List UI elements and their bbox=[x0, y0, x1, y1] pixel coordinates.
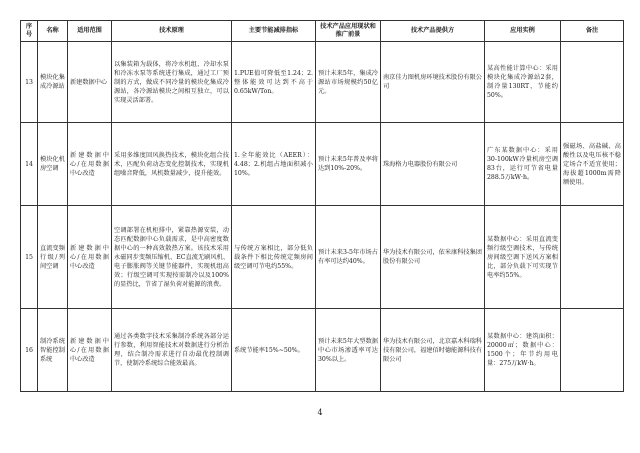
cell-name: 直流变频行级/列间空调 bbox=[38, 206, 68, 309]
table-header-row bbox=[21, 21, 624, 42]
cell-principle: 空调部署在机柜排中，紧靠热源安装，动态匹配数据中心负载需求，是中高密度数据中心的一种高效散热方案。该技术采用永磁同步变频压缩机、EC直流无刷风机、电子膨胀阀等关键节能器件，实现机组高效；行级空调可实现按需制冷以及100%的显热比，节省了湿负荷对能源的浪费。 bbox=[112, 206, 232, 309]
header-provider: 技术产品提供方 bbox=[381, 21, 485, 42]
cell-note bbox=[561, 309, 624, 392]
cell-indicator: 1.全年能效比（AEER）：4.48；2.机组占地面积减小10%。 bbox=[232, 123, 316, 206]
cell-scope: 新建数据中心 bbox=[68, 42, 112, 123]
cell-name: 模块化机房空调 bbox=[38, 123, 68, 206]
cell-provider: 珠海格力电器股份有限公司 bbox=[381, 123, 485, 206]
cell-name: 制冷系统智能控制系统 bbox=[38, 309, 68, 392]
table-row bbox=[21, 42, 624, 123]
page-number: 4 bbox=[317, 408, 323, 417]
cell-provider: 南京佳力图机房环境技术股份有限公司 bbox=[381, 42, 485, 123]
table-row bbox=[21, 309, 624, 392]
cell-scope: 新建数据中心/在用数据中心改造 bbox=[68, 309, 112, 392]
header-scope: 适用范围 bbox=[68, 21, 112, 42]
cell-name: 模块化集成冷源站 bbox=[38, 42, 68, 123]
cell-note bbox=[561, 42, 624, 123]
header-principle: 技术原理 bbox=[112, 21, 232, 42]
cell-no: 16 bbox=[21, 309, 38, 392]
cell-scope: 新建数据中心/在用数据中心改造 bbox=[68, 206, 112, 309]
table-row bbox=[21, 123, 624, 206]
cell-principle: 以集装箱为载体，将冷水机组、冷却水泵和冷冻水泵等系统进行集成，通过工厂预制的方式，做成不同冷量的模块化集成冷源站，各冷源站模块之间相互独立，可以实现灵活部署。 bbox=[112, 42, 232, 123]
header-status: 技术产品应用现状和推广前景 bbox=[316, 21, 381, 42]
cell-example: 某高性能计算中心：采用模块化集成冷源站2套，制冷量130RT，节能约50%。 bbox=[485, 42, 561, 123]
cell-status: 预计未来5年普及率将达到10%-20%。 bbox=[316, 123, 381, 206]
cell-principle: 通过各类数字技术采集制冷系统各部分运行参数，利用智能技术对数据进行分析治理，结合制冷需求进行自动最优控制调节，使制冷系统综合能效最高。 bbox=[112, 309, 232, 392]
header-indicator: 主要节能减排指标 bbox=[232, 21, 316, 42]
technology-table bbox=[20, 20, 624, 392]
table-row bbox=[21, 206, 624, 309]
cell-example: 某数据中心：采用直流变频行级空调技术，与传统房间级空调下送风方案相比，部分负载下可实现节电率约55%。 bbox=[485, 206, 561, 309]
cell-indicator: 与传统方案相比，部分低负载条件下相比传统定频房间级空调可节电约55%。 bbox=[232, 206, 316, 309]
header-name: 名称 bbox=[38, 21, 68, 42]
cell-status: 预计未来3-5年市场占有率可达约40%。 bbox=[316, 206, 381, 309]
cell-no: 15 bbox=[21, 206, 38, 309]
cell-no: 13 bbox=[21, 42, 38, 123]
cell-principle: 采用多维度回风换热技术，模块化组合技术，匹配负荷动态变化控制技术，实现机组噪音降低，风机数量减少，提升能效。 bbox=[112, 123, 232, 206]
cell-provider: 华为技术有限公司，依米康科技集团股份有限公司 bbox=[381, 206, 485, 309]
cell-provider: 华为技术有限公司，北京嘉木科瑞科技有限公司，福建佰时德能源科技有限公司 bbox=[381, 309, 485, 392]
header-no: 序号 bbox=[21, 21, 38, 42]
header-note: 备注 bbox=[561, 21, 624, 42]
header-example: 应用实例 bbox=[485, 21, 561, 42]
cell-no: 14 bbox=[21, 123, 38, 206]
cell-example: 广东某数据中心：采用30-100kW冷量机房空调83台，运行可节省电量288.5万kW·h。 bbox=[485, 123, 561, 206]
cell-status: 预计未来5年大型数据中心市场渗透率可达30%以上。 bbox=[316, 309, 381, 392]
cell-indicator: 1.PUE值可降低至1.24；2.整体能效可达到不高于0.65kW/Ton。 bbox=[232, 42, 316, 123]
cell-note: 强磁场、高盐碱、高酸性以及电压核不稳定场合不适宜使用；海拔超1000m需降额使用。 bbox=[561, 123, 624, 206]
cell-status: 预计未来5年，集成冷源站市场规模约50亿元。 bbox=[316, 42, 381, 123]
cell-example: 某数据中心：建筑面积：20000㎡；数据中心：1500个；年节约用电量：275万kW·h。 bbox=[485, 309, 561, 392]
cell-note bbox=[561, 206, 624, 309]
cell-scope: 新建数据中心/在用数据中心改造 bbox=[68, 123, 112, 206]
cell-indicator: 系统节能率15%~50%。 bbox=[232, 309, 316, 392]
